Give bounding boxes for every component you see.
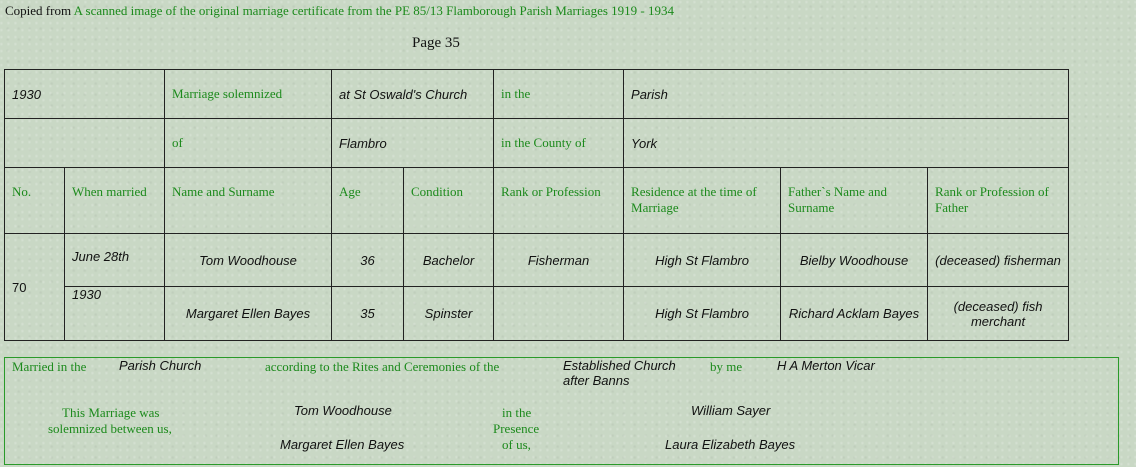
bride-profession	[494, 287, 624, 341]
place-value: Flambro	[332, 119, 494, 168]
register-header-row	[5, 168, 1069, 234]
source-line	[5, 3, 674, 19]
marriage-date: June 28th	[65, 234, 165, 287]
groom-father-name: Bielby Woodhouse	[781, 234, 928, 287]
register-row-county	[5, 119, 1069, 168]
bride-condition: Spinster	[404, 287, 494, 341]
manner-value: after Banns	[563, 373, 630, 388]
groom-signature: Tom Woodhouse	[294, 403, 392, 418]
column-header-age: Age	[332, 168, 404, 234]
register-year: 1930	[5, 70, 165, 119]
blank-cell	[5, 119, 165, 168]
of-label: of	[165, 119, 332, 168]
column-header-father-name: Father`s Name and Surname	[781, 168, 928, 234]
presence-label-line2: Presence	[493, 421, 540, 436]
county-value: York	[624, 119, 1069, 168]
copied-from-text: Copied from	[5, 3, 72, 18]
bride-age: 35	[332, 287, 404, 341]
bride-father-profession: (deceased) fish merchant	[928, 287, 1069, 341]
married-in-label: Married in the	[12, 359, 87, 374]
column-header-name: Name and Surname	[165, 168, 332, 234]
bride-signature: Margaret Ellen Bayes	[280, 437, 405, 452]
county-label: in the County of	[494, 119, 624, 168]
groom-profession: Fisherman	[494, 234, 624, 287]
marriage-register-table	[4, 69, 1069, 341]
entry-number: 70	[5, 234, 65, 341]
bride-name: Margaret Ellen Bayes	[165, 287, 332, 341]
column-header-when-married: When married	[65, 168, 165, 234]
witness-1-signature: William Sayer	[691, 403, 771, 418]
presence-label-line1: in the	[502, 405, 532, 420]
church-name: at St Oswald's Church	[332, 70, 494, 119]
rites-label: according to the Rites and Ceremonies of the	[265, 359, 500, 374]
venue-value: Parish Church	[119, 358, 202, 373]
groom-residence: High St Flambro	[624, 234, 781, 287]
groom-name: Tom Woodhouse	[165, 234, 332, 287]
officiant-value: H A Merton Vicar	[777, 358, 875, 373]
table-row	[5, 234, 1069, 287]
groom-age: 36	[332, 234, 404, 287]
parish-value: Parish	[624, 70, 1069, 119]
column-header-no: No.	[5, 168, 65, 234]
source-link[interactable]: A scanned image of the original marriage certificate from the PE 85/13 Flamborough Parish Marriages 1919 - 1934	[73, 3, 674, 18]
register-row-place	[5, 70, 1069, 119]
between-label-line1: This Marriage was	[62, 405, 160, 420]
between-label-line2: solemnized between us,	[48, 421, 172, 436]
bride-residence: High St Flambro	[624, 287, 781, 341]
groom-condition: Bachelor	[404, 234, 494, 287]
column-header-condition: Condition	[404, 168, 494, 234]
solemnization-box	[4, 357, 1119, 465]
by-me-label: by me	[710, 359, 743, 374]
marriage-solemnized-label: Marriage solemnized	[165, 70, 332, 119]
table-row	[5, 287, 1069, 341]
page-number: Page 35	[412, 35, 460, 51]
bride-father-name: Richard Acklam Bayes	[781, 287, 928, 341]
presence-label-line3: of us,	[502, 437, 531, 452]
groom-father-profession: (deceased) fisherman	[928, 234, 1069, 287]
church-type-value: Established Church	[563, 358, 676, 373]
column-header-profession: Rank or Profession	[494, 168, 624, 234]
in-the-label: in the	[494, 70, 624, 119]
marriage-year: 1930	[65, 287, 165, 341]
column-header-residence: Residence at the time of Marriage	[624, 168, 781, 234]
witness-2-signature: Laura Elizabeth Bayes	[665, 437, 796, 452]
column-header-father-profession: Rank or Profession of Father	[928, 168, 1069, 234]
